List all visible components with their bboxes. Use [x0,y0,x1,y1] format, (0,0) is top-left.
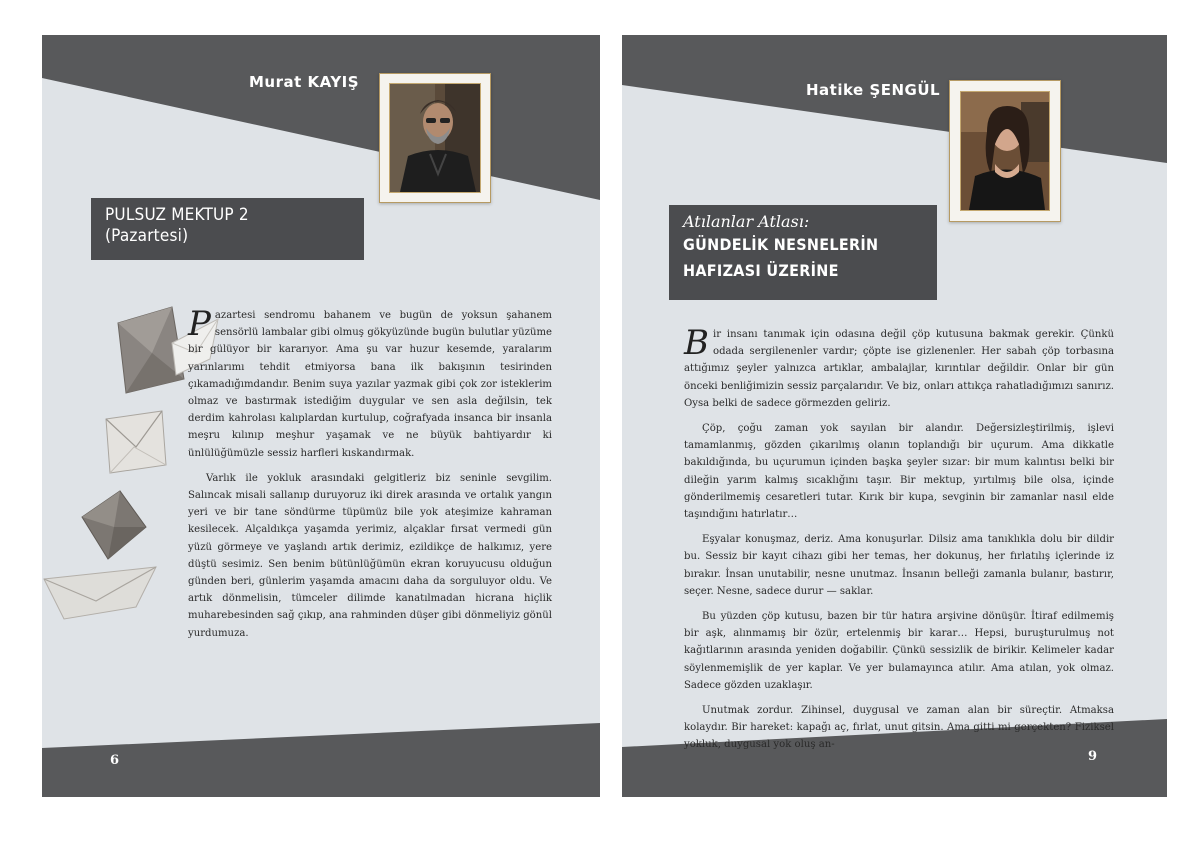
author-name: Hatike ŞENGÜL [806,81,941,99]
title-line-2: (Pazartesi) [105,226,189,246]
portrait-image [961,92,1049,210]
left-page [42,35,600,797]
drop-cap: P [188,304,211,344]
paragraph: Varlık ile yokluk arasındaki gelgitleriz biz seninle sevgilim. Salıncak misali sallanıp duruyoruz iki direk arasında ve ortalık yangın yeri ve bir tane söndürme tüpümüz bile yok ateşimize kahraman kesilecek. Alçaldıkça yaşamda yerimiz, alçaklar fırsat vermedi gün yüzü görmeye ve yaşlandı artık derimiz, ezildikçe de halkımız, yere düştü sesimiz. Sen benim bütünlüğümün ekran koruyucusu olduğun günden beri, günlerim yaşamda amacını daha da sorguluyor oldu. Ve artık dönmelisin, tümceler dilimde kanatılmadan hicrana hiçlik muharebesinden sağ çıkıp, ana rahminden düşer gibi dönmeliyiz gönül yurdumuza. [188,472,552,639]
paragraph: Bu yüzden çöp kutusu, bazen bir tür hatıra arşivine dönüşür. İtiraf edilmemiş bir aşk, alınmamış bir özür, ertelenmiş bir karar… Hepsi, buruşturulmuş not kağıtlarının arasında yeniden doğabilir. Çünkü sessizlik de birikir. Kelimeler kadar söylenmemişlik de yer kaplar. Ve yer bulamayınca atılır. Ama atılan, yok olmaz. Sadece gözden uzaklaşır. [684,611,1114,691]
paragraph: Eşyalar konuşmaz, deriz. Ama konuşurlar. Dilsiz ama tanıklıkla dolu bir dildir bu. Sessiz bir kayıt cihazı gibi her temas, her dokunuş, her fırlatılış içlerinde iz bırakır. İnsan unutabilir, nesne unutmaz. İnsanın belleği zamanla bulanır, bastırır, seçer. Nesne, sadece durur — saklar. [684,534,1114,597]
portrait-image [390,84,480,192]
title-line-1: GÜNDELİK NESNELERİN [683,235,879,254]
envelope-illustration-3 [80,487,150,567]
title-script-line: Atılanlar Atlası: [683,212,810,231]
author-name: Murat KAYIŞ [249,73,360,91]
article-title [669,205,937,300]
paragraph: Pazartesi sendromu bahanem ve bugün de yoksun şahanem sensörlü lambalar gibi olmuş gökyüzünde bugün bulutlar yüzüme bir gülüyor bir kararıyor. Ama şu var huzur kesemde, yaralarım yarınlarımı tehdit etmiyorsa bana ilk bakışının tesirinden çıkamadığımdandır. Benim suya yazılar yazmak gibi çok zor isteklerim olmaz ve bastırmak istediğim duygular ve sen asla değilsin, tek derdim kahrolası kalıplardan kurtulup, coğrafyada insanca bir insanla meşru kılınıp meşhur yaşamak ve ne büyük bahtiyardır ki ünlülüğümüzle sessiz harfleri kıskandırmak. [188,304,552,459]
article-body [188,304,552,650]
title-line-1: PULSUZ MEKTUP 2 [105,205,249,225]
page-number: 9 [1088,749,1098,764]
author-photo [379,73,491,203]
paragraph: Bir insanı tanımak için odasına değil çöp kutusuna bakmak gerekir. Çünkü odada sergilenenler vardır; çöpte ise gizlenenler. Her sabah çöp torbasına attığımız şeyler yalnızca artıklar, ambalajlar, kırıntılar değildir. Onlar bir gün önceki benliğimizin sessiz parçalarıdır. Ve biz, onları attıkça rahatladığımızı sanırız. Oysa belki de sadece görmezden geliriz. [684,323,1114,409]
envelope-illustration-2 [100,407,170,477]
page-number: 6 [110,753,120,768]
paragraph: Unutmak zordur. Zihinsel, duygusal ve zaman alan bir süreçtir. Atmaksa kolaydır. Bir hareket: kapağı aç, fırlat, unut gitsin. Ama gitti mi gerçekten? Fiziksel yokluk, duygusal yok oluş an- [684,705,1114,751]
paragraph: Çöp, çoğu zaman yok sayılan bir alandır. Değersizleştirilmiş, işlevi tamamlanmış, gözden çıkarılmış olanın toplandığı bir uçurum. Ama dikkatle bakıldığında, bu uçurumun içinden başka şeyler sızar: bir mum kalıntısı belki bir dileğin yarım kalmış sıcaklığını taşır. Bir mektup, yırtılmış bile olsa, içinde gönderilmemiş cesaretleri tutar. Kırık bir kupa, sevginin bir zamanlar nasıl elde taşındığını hatırlatır… [684,423,1114,521]
envelope-illustration-4 [42,565,160,621]
article-body [684,323,1114,762]
right-page [622,35,1167,797]
article-title [91,198,364,260]
title-line-2: HAFIZASI ÜZERİNE [683,261,839,280]
author-photo [949,80,1061,222]
drop-cap: B [684,323,709,363]
